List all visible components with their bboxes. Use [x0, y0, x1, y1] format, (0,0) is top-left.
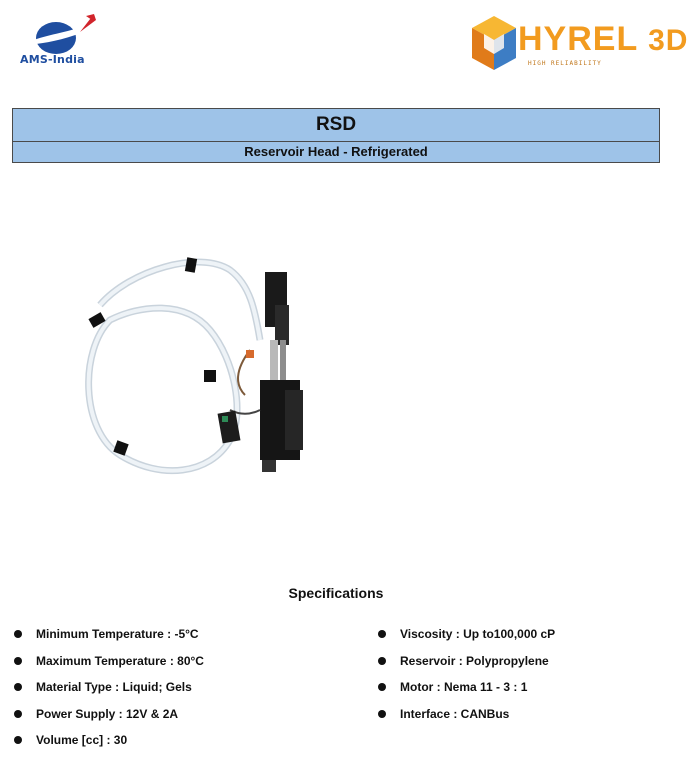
spec-item [378, 679, 555, 706]
spec-item [14, 626, 204, 653]
hyrel-logo [470, 14, 688, 76]
hyrel-cube-icon [470, 14, 518, 72]
bullet-icon [378, 657, 386, 665]
spec-item [378, 626, 555, 653]
hyrel-3d-word: 3D [648, 24, 688, 57]
bullet-icon [378, 630, 386, 638]
bullet-icon [14, 736, 22, 744]
bullet-icon [378, 710, 386, 718]
spec-text: Power Supply : 12V & 2A [36, 706, 179, 721]
product-image [70, 210, 330, 530]
spec-text: Motor : Nema 11 - 3 : 1 [400, 680, 528, 695]
spec-text: Volume [cc] : 30 [36, 733, 128, 748]
spec-text: Material Type : Liquid; Gels [36, 680, 192, 695]
hyrel-word: HYREL [518, 20, 638, 58]
spec-text: Viscosity : Up to100,000 cP [400, 627, 556, 641]
bullet-icon [14, 630, 22, 638]
spec-text: Minimum Temperature : -5°C [36, 627, 199, 641]
spec-list-right [378, 626, 555, 732]
product-name-subtitle: Reservoir Head - Refrigerated [244, 144, 428, 159]
spec-text: Interface : CANBus [400, 706, 510, 721]
hyrel-logo-text [518, 20, 688, 59]
spec-text: Reservoir : Polypropylene [400, 653, 549, 668]
bullet-icon [378, 683, 386, 691]
title-box [12, 108, 660, 163]
spec-item [14, 706, 204, 733]
bullet-icon [14, 657, 22, 665]
hyrel-tagline: HIGH RELIABILITY [528, 60, 602, 67]
spec-item [378, 706, 555, 733]
spec-text: Maximum Temperature : 80°C [36, 653, 204, 668]
bullet-icon [14, 710, 22, 718]
specifications-heading: Specifications [288, 585, 384, 601]
ams-india-logo-text: AMS-India [20, 53, 85, 66]
product-code-title: RSD [13, 109, 659, 142]
bullet-icon [14, 683, 22, 691]
spec-item [14, 732, 204, 759]
spec-item [14, 653, 204, 680]
spec-item [14, 679, 204, 706]
spec-item [378, 653, 555, 680]
spec-list-left [14, 626, 204, 759]
